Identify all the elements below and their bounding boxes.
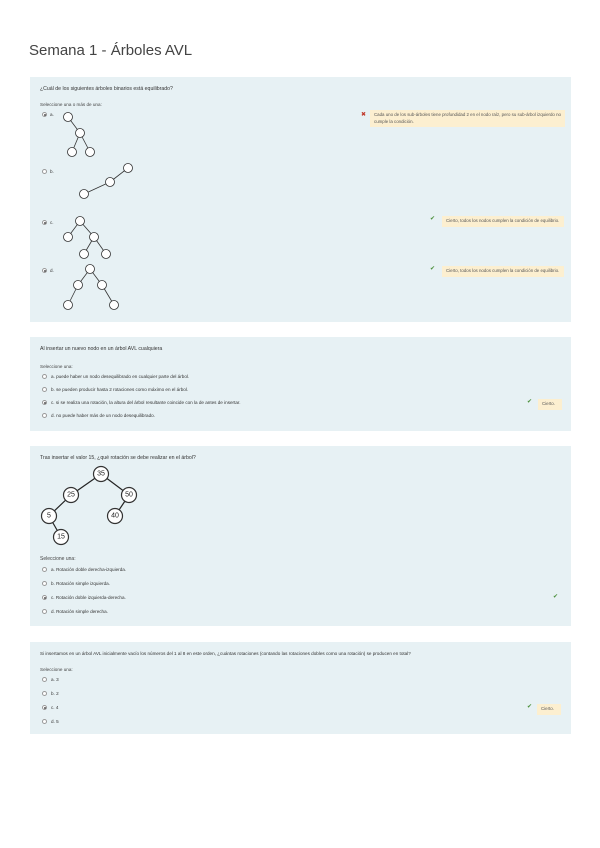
feedback: Cierto. — [538, 399, 562, 410]
option-a-radio[interactable] — [42, 374, 47, 379]
option-d-checkbox[interactable] — [42, 268, 47, 273]
option-b-label: b. se pueden producir hasta 2 rotaciones como máximo en el árbol. — [51, 387, 189, 392]
correct-icon: ✔ — [527, 399, 533, 405]
option-c-radio[interactable] — [42, 705, 47, 710]
option-c-checkbox[interactable] — [42, 220, 47, 225]
option-d-radio[interactable] — [42, 609, 47, 614]
option-a-label: a. — [50, 112, 54, 117]
correct-icon: ✔ — [430, 216, 436, 222]
question-text: Tras insertar el valor 15, ¿qué rotación se debe realizar en el árbol? — [40, 455, 196, 461]
option-a-tree — [58, 107, 138, 167]
tree-node-label: 15 — [57, 533, 65, 541]
incorrect-icon: ✖ — [361, 112, 367, 118]
question-card-1 — [30, 77, 571, 322]
option-c-label: c. si se realiza una rotación, la altura del árbol resultante coincide con la de antes de insertar. — [51, 400, 241, 405]
option-d-radio[interactable] — [42, 413, 47, 418]
option-b-radio[interactable] — [42, 387, 47, 392]
option-c-tree — [58, 212, 148, 267]
page-title: Semana 1 - Árboles AVL — [29, 42, 193, 59]
feedback: Cierto. — [537, 704, 561, 715]
option-a-radio[interactable] — [42, 677, 47, 682]
option-b-label: b. 2 — [51, 691, 59, 696]
tree-node-label: 35 — [97, 470, 105, 478]
question-prompt: Seleccione una: — [40, 364, 73, 369]
option-b-radio[interactable] — [42, 581, 47, 586]
feedback-c: Cierto, todos los nodos cumplen la condición de equilibrio. — [442, 216, 564, 227]
question-card-2 — [30, 337, 571, 431]
option-d-label: d. no puede haber más de un nodo desequilibrado. — [51, 413, 155, 418]
option-c-label: c. — [50, 220, 54, 225]
question-card-3 — [30, 446, 571, 626]
option-c-radio[interactable] — [42, 400, 47, 405]
option-a-label: a. puede haber un nodo desequilibrado en cualquier parte del árbol. — [51, 374, 190, 379]
feedback-d: Cierto, todos los nodos cumplen la condición de equilibrio. — [442, 266, 564, 277]
question-text: Al insertar un nuevo nodo en un árbol AVL cualquiera — [40, 346, 163, 352]
option-d-radio[interactable] — [42, 719, 47, 724]
option-b-radio[interactable] — [42, 691, 47, 696]
option-a-radio[interactable] — [42, 567, 47, 572]
option-d-label: d. — [50, 268, 54, 273]
tree-node-label: 40 — [111, 512, 119, 520]
tree-node-label: 5 — [47, 512, 51, 520]
correct-icon: ✔ — [527, 704, 533, 710]
option-c-radio[interactable] — [42, 595, 47, 600]
feedback-a: Cada uno de los sub-árboles tiene profundidad 2 en el nodo raíz, pero su sub-árbol izquierdo no cumple la condición. — [370, 110, 565, 127]
correct-icon: ✔ — [553, 594, 559, 600]
option-c-label: c. Rotación doble izquierda-derecha. — [51, 595, 126, 600]
tree-node-label: 25 — [67, 491, 75, 499]
option-b-tree — [58, 160, 138, 200]
option-a-label: a. Rotación doble derecha-izquierda. — [51, 567, 127, 572]
option-a-checkbox[interactable] — [42, 112, 47, 117]
tree-node-label: 50 — [125, 491, 133, 499]
option-a-label: a. 3 — [51, 677, 59, 682]
question-text: Si insertamos en un árbol AVL inicialmente vacío los números del 1 al 8 en este orden, ¿cuántas rotaciones (contando las rotaciones dobles como una rotación) se producen en total? — [40, 651, 411, 656]
question-text: ¿Cuál de los siguientes árboles binarios está equilibrado? — [40, 86, 173, 92]
correct-icon: ✔ — [430, 266, 436, 272]
question-prompt: Seleccione una o más de una: — [40, 102, 102, 107]
question-prompt: Seleccione una: — [40, 667, 73, 672]
avl-tree-diagram — [35, 464, 175, 546]
option-d-label: d. 5 — [51, 719, 59, 724]
question-prompt: Seleccione una: — [40, 556, 76, 562]
option-d-tree — [58, 260, 158, 320]
option-b-label: b. Rotación simple izquierda. — [51, 581, 110, 586]
question-card-4 — [30, 642, 571, 734]
option-b-checkbox[interactable] — [42, 169, 47, 174]
option-d-label: d. Rotación simple derecha. — [51, 609, 108, 614]
option-b-label: b. — [50, 169, 54, 174]
option-c-label: c. 4 — [51, 705, 59, 710]
